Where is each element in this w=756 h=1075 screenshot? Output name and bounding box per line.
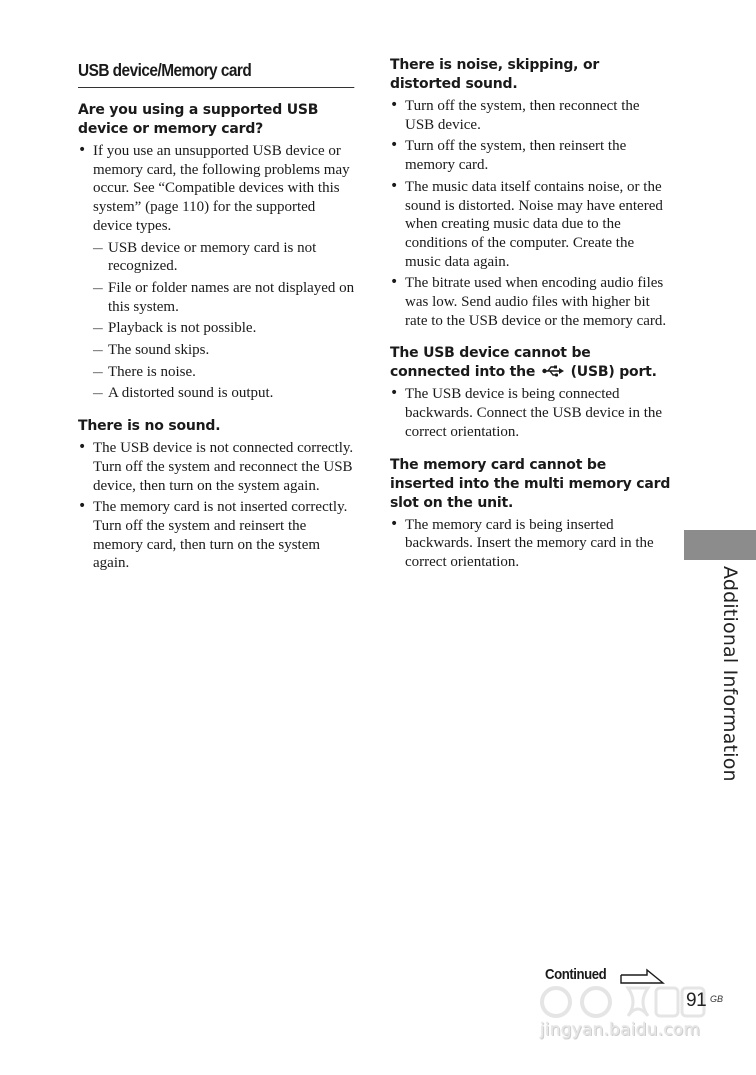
- page-number: 91: [686, 990, 707, 1011]
- answer-bullet: • The USB device is not connected correctly. Turn off the system and reconnect the USB device, then turn on the system again.: [78, 439, 356, 495]
- problem-item: — There is noise.: [93, 363, 356, 382]
- left-column: [78, 56, 356, 576]
- question-noise: There is noise, skipping, or distorted sound.: [390, 57, 600, 92]
- answer-bullet: • The memory card is not inserted correctly. Turn off the system and reinsert the memory card, then turn on the system again.: [78, 498, 356, 573]
- question-card-insert: The memory card cannot be inserted into the multi memory card slot on the unit.: [390, 456, 671, 511]
- answer-bullet: [78, 142, 356, 403]
- answer-bullet: • The bitrate used when encoding audio files was low. Send audio files with higher bit rate to the USB device or the memory card.: [390, 274, 672, 330]
- continued-label: Continued: [545, 966, 607, 983]
- problem-item: — USB device or memory card is not recognized.: [93, 239, 356, 276]
- question-supported-device: Are you using a supported USB device or memory card?: [78, 102, 319, 137]
- answer-text: If you use an unsupported USB device or memory card, the following problems may occur. See “Compatible devices with this system” (page 110) for the supported device types.: [93, 143, 350, 234]
- section-tab-label: Additional Information: [719, 566, 741, 782]
- question-text: (USB) port.: [570, 364, 657, 381]
- answer-bullet: • Turn off the system, then reinsert the memory card.: [390, 137, 672, 174]
- problem-item: — The sound skips.: [93, 341, 356, 360]
- question-text: The USB device cannot be connected into the: [390, 345, 591, 381]
- usb-icon: [542, 365, 564, 377]
- page-language-suffix: GB: [710, 994, 724, 1004]
- section-tab-marker: [684, 530, 756, 560]
- answer-list-card-insert: [390, 516, 672, 572]
- problem-item: — Playback is not possible.: [93, 319, 356, 338]
- problem-list: [93, 239, 356, 404]
- section-title: USB device/Memory card: [78, 60, 354, 88]
- answer-list-noise: [390, 97, 672, 330]
- question-usb-connect: [390, 344, 672, 382]
- watermark-site-text: jingyan.baidu.com: [540, 1020, 701, 1040]
- answer-list-supported-device: [78, 142, 356, 403]
- answer-bullet: • Turn off the system, then reconnect the USB device.: [390, 97, 672, 134]
- problem-item: — A distorted sound is output.: [93, 384, 356, 403]
- problem-item: — File or folder names are not displayed on this system.: [93, 279, 356, 316]
- answer-list-no-sound: [78, 439, 356, 573]
- question-no-sound: There is no sound.: [78, 418, 221, 435]
- answer-bullet: • The memory card is being inserted backwards. Insert the memory card in the correct orientation.: [390, 516, 672, 572]
- answer-bullet: • The music data itself contains noise, or the sound is distorted. Noise may have entered when creating music data due to the conditions of the computer. Create the music data again.: [390, 178, 672, 272]
- answer-list-usb-connect: [390, 385, 672, 441]
- right-column: [390, 56, 672, 575]
- answer-bullet: • The USB device is being connected backwards. Connect the USB device in the correct orientation.: [390, 385, 672, 441]
